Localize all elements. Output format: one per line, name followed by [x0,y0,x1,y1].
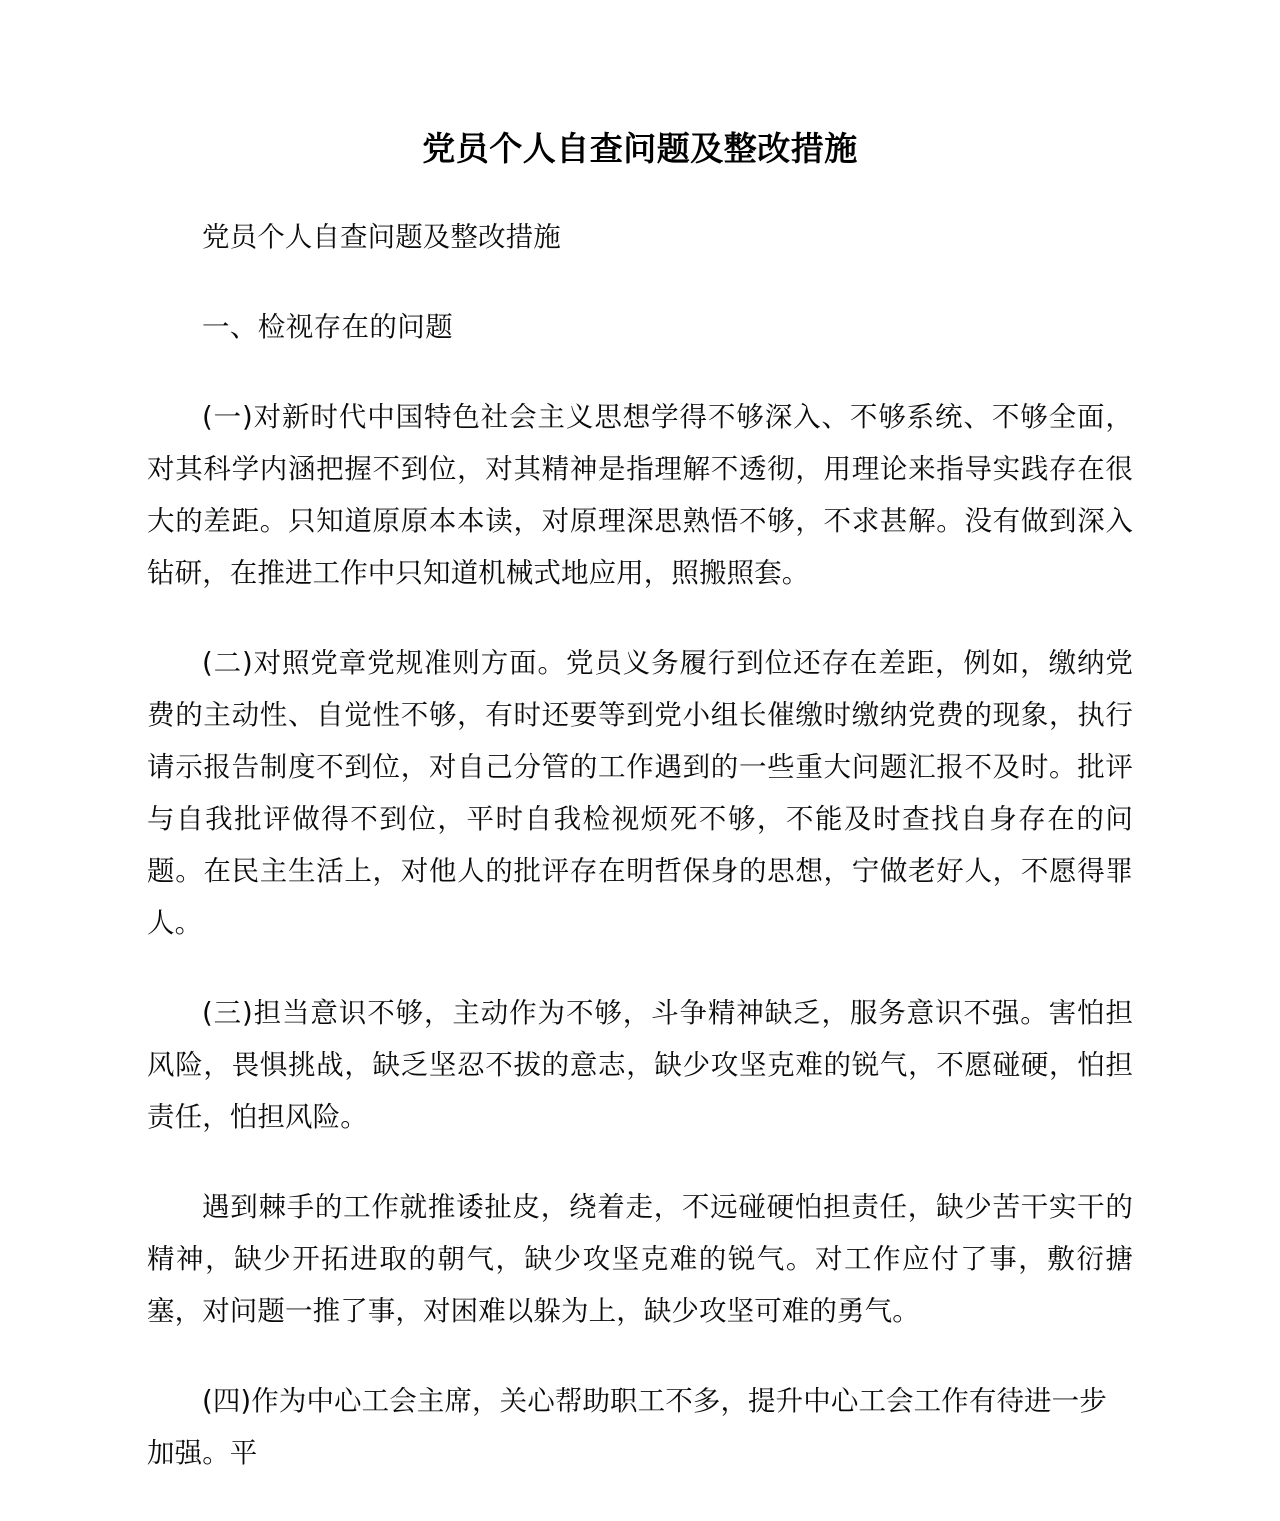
document-body [147,169,1133,1479]
page-title: 党员个人自查问题及整改措施 [422,129,858,168]
section-heading-one: 一、检视存在的问题 [202,311,454,344]
paragraph-item-2: (二)对照党章党规准则方面。党员义务履行到位还存在差距，例如，缴纳党费的主动性、自觉性不够，有时还要等到党小组长催缴时缴纳党费的现象，执行请示报告制度不到位，对自己分管的工作遇到的一些重大问题汇报不及时。批评与自我批评做得不到位，平时自我检视烦死不够，不能及时查找自身存在的问题。在民主生活上，对他人的批评存在明哲保身的思想，宁做老好人，不愿得罪人。 [147,647,1133,940]
paragraph-item-1: (一)对新时代中国特色社会主义思想学得不够深入、不够系统、不够全面，对其科学内涵把握不到位，对其精神是指理解不透彻，用理论来指导实践存在很大的差距。只知道原原本本读，对原理深思熟悟不够，不求甚解。没有做到深入钻研，在推进工作中只知道机械式地应用，照搬照套。 [147,401,1133,590]
paragraph-item-4: (四)作为中心工会主席，关心帮助职工不多，提升中心工会工作有待进一步加强。平 [147,1385,1107,1470]
paragraph-restated-title: 党员个人自查问题及整改措施 [202,221,561,254]
paragraph-item-3: (三)担当意识不够，主动作为不够，斗争精神缺乏，服务意识不强。害怕担风险，畏惧挑战，缺乏坚忍不拔的意志，缺少攻坚克难的锐气，不愿碰硬，怕担责任，怕担风险。 [147,997,1133,1134]
paragraph-item-3-continued: 遇到棘手的工作就推诿扯皮，绕着走，不远碰硬怕担责任，缺少苦干实干的精神，缺少开拓进取的朝气，缺少攻坚克难的锐气。对工作应付了事，敷衍搪塞，对问题一推了事，对困难以躲为上，缺少攻坚可难的勇气。 [147,1191,1133,1328]
